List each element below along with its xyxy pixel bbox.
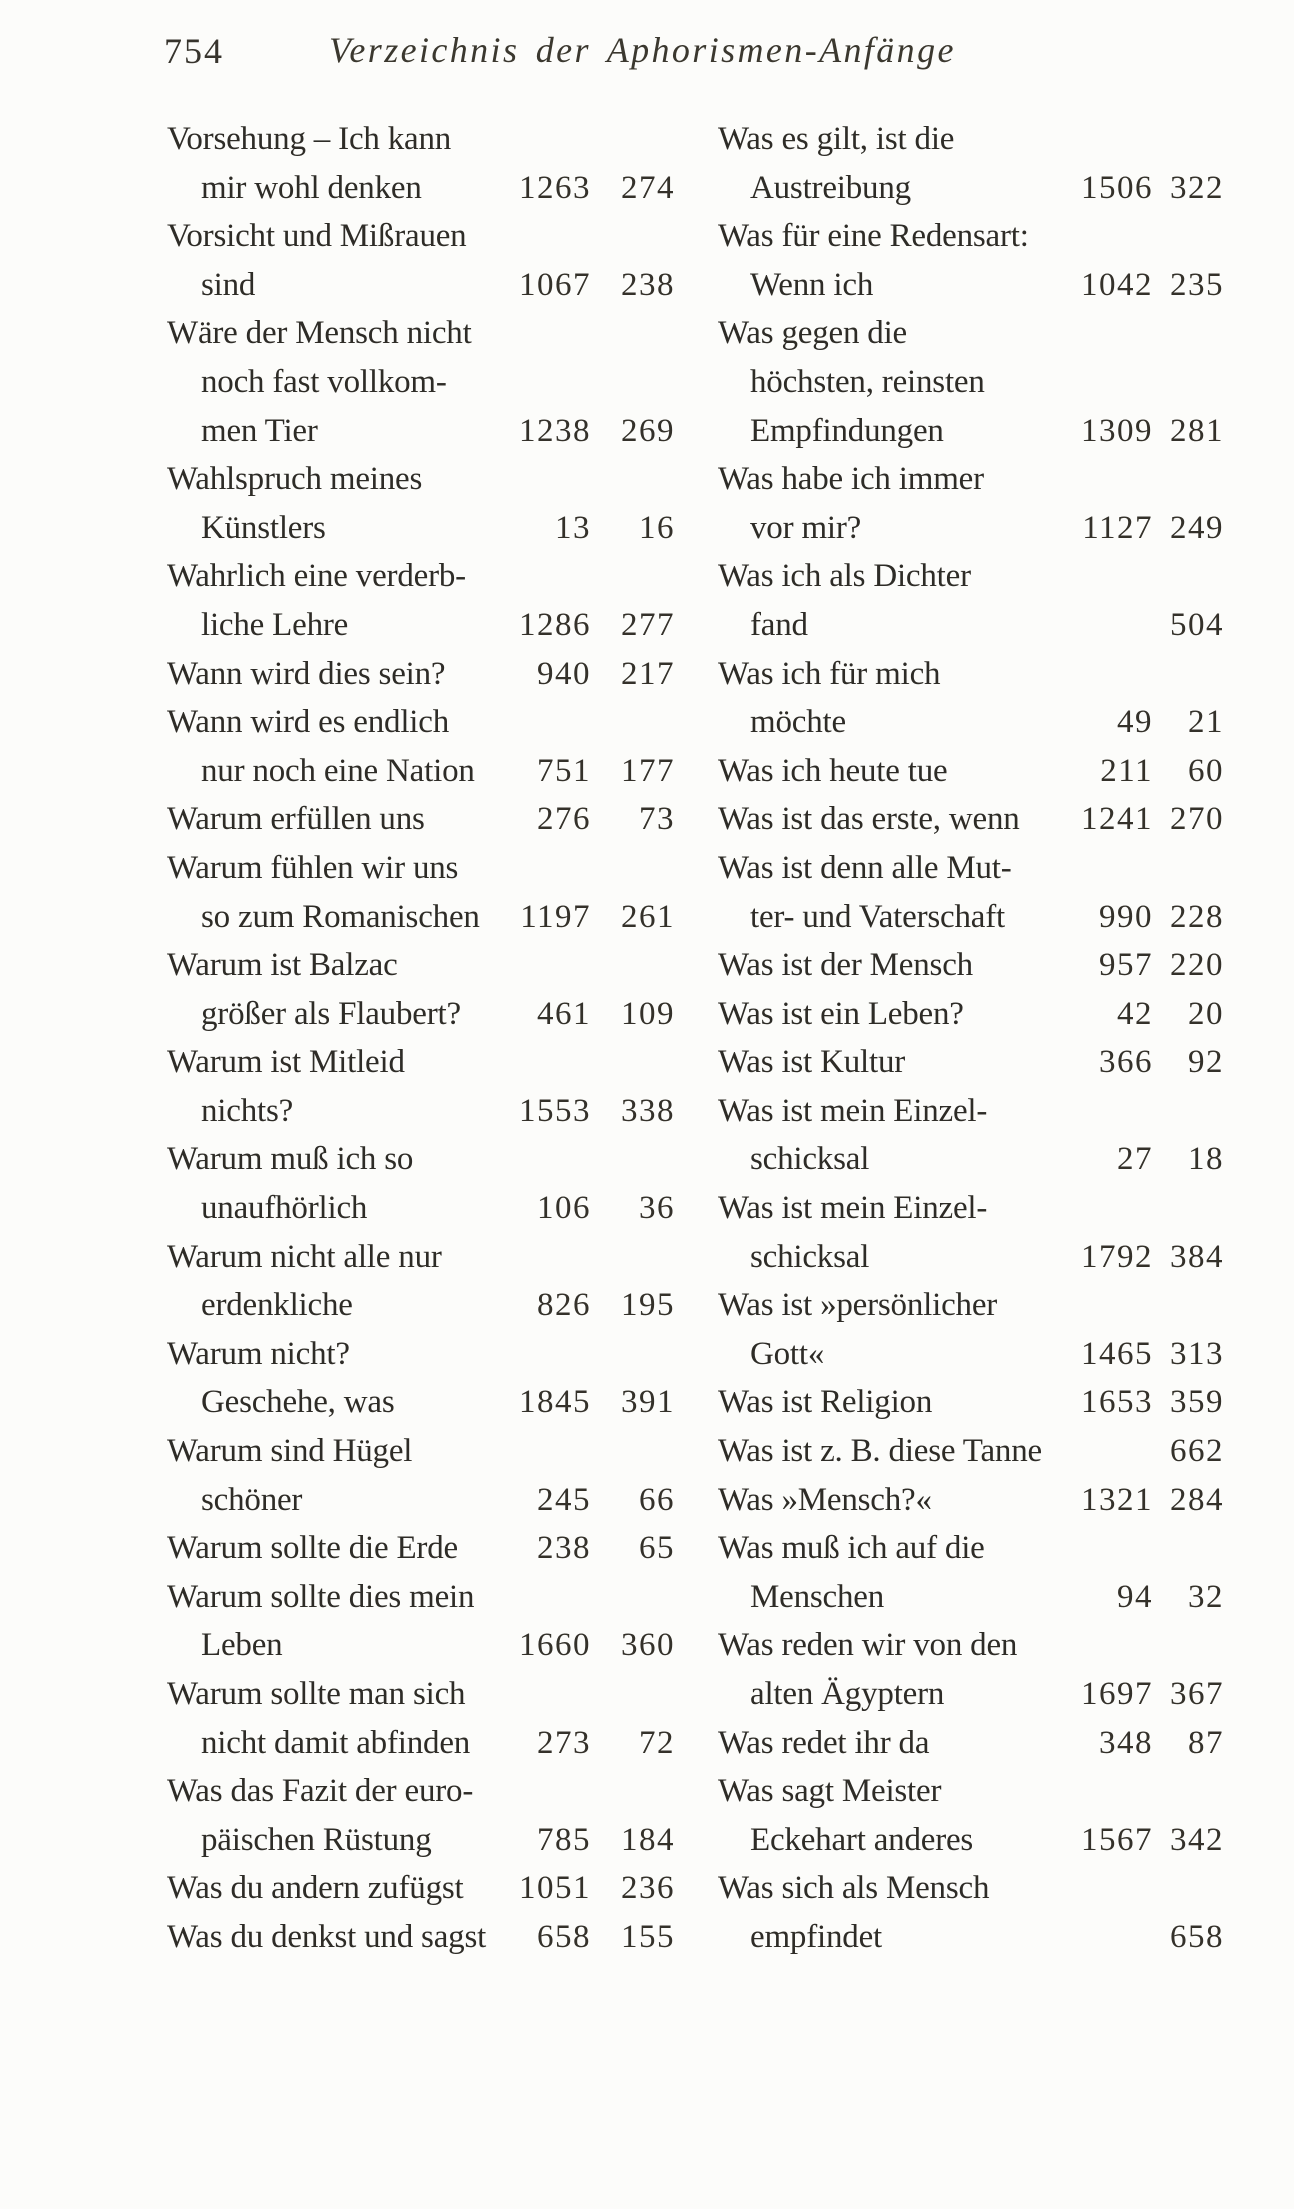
entry-text: schöner xyxy=(201,1481,303,1518)
aphorism-number: 27 xyxy=(1117,1141,1153,1178)
index-entry-line xyxy=(167,747,675,796)
aphorism-number: 1067 xyxy=(519,266,591,303)
entry-text: Was du andern zufügst xyxy=(167,1870,464,1907)
entry-text: Warum sollte man sich xyxy=(167,1676,466,1712)
aphorism-number: 348 xyxy=(1099,1724,1153,1761)
aphorism-number: 1197 xyxy=(520,898,591,935)
page-ref-number: 18 xyxy=(1188,1141,1224,1178)
entry-text: Was ist ein Leben? xyxy=(718,995,964,1032)
entry-text: Was ist mein Einzel- xyxy=(718,1092,988,1129)
index-entry-line xyxy=(167,650,675,699)
index-entry-line xyxy=(167,1670,675,1719)
aphorism-number: 1042 xyxy=(1081,266,1153,303)
entry-text: nichts? xyxy=(201,1092,294,1129)
index-entry-line xyxy=(167,941,675,990)
page-ref-number: 184 xyxy=(621,1821,675,1858)
aphorism-number: 1660 xyxy=(519,1627,591,1664)
index-entry-line xyxy=(167,1816,675,1865)
entry-text: Wenn ich xyxy=(750,266,874,303)
entry-text: Künstlers xyxy=(201,509,326,546)
entry-text: Was es gilt, ist die xyxy=(718,121,955,157)
index-entry-line xyxy=(718,1378,1224,1427)
page-ref-number: 360 xyxy=(621,1627,675,1664)
index-entry-line xyxy=(167,601,675,650)
entry-text: Was sich als Mensch xyxy=(718,1870,990,1907)
entry-text: Warum sollte die Erde xyxy=(167,1530,458,1567)
entry-text: Was ist Religion xyxy=(718,1384,933,1421)
index-entry-line xyxy=(167,115,675,164)
aphorism-number: 211 xyxy=(1100,752,1153,789)
entry-text: Was ist Kultur xyxy=(718,1044,906,1081)
entry-text: Was muß ich auf die xyxy=(718,1530,985,1567)
index-entry-line xyxy=(167,1427,675,1476)
entry-text: Wahrlich eine verderb- xyxy=(167,558,466,595)
entry-text: Was »Mensch?« xyxy=(718,1481,932,1518)
page-ref-number: 284 xyxy=(1170,1481,1224,1518)
aphorism-number: 238 xyxy=(537,1530,591,1567)
aphorism-number: 1051 xyxy=(519,1870,591,1907)
aphorism-number: 1697 xyxy=(1081,1676,1153,1712)
entry-text: Vorsehung – Ich kann xyxy=(167,121,452,157)
entry-text: Warum nicht? xyxy=(167,1335,350,1372)
index-entry-line xyxy=(718,747,1224,796)
aphorism-number: 785 xyxy=(537,1821,591,1858)
entry-text: Was für eine Redensart: xyxy=(718,218,1029,255)
index-entry-line xyxy=(718,1670,1224,1719)
aphorism-number: 1309 xyxy=(1081,412,1153,449)
index-entry-line xyxy=(718,1621,1224,1670)
index-entry-line xyxy=(718,1233,1224,1282)
entry-text: Was sagt Meister xyxy=(718,1773,942,1810)
index-entry-line xyxy=(167,1719,675,1768)
index-entry-line xyxy=(718,1719,1224,1768)
index-entry-line xyxy=(718,309,1224,358)
entry-text: Warum fühlen wir uns xyxy=(167,849,459,886)
index-entry-line xyxy=(167,1135,675,1184)
entry-text: men Tier xyxy=(201,412,318,449)
page-ref-number: 261 xyxy=(621,898,675,935)
page-ref-number: 177 xyxy=(621,752,675,789)
entry-text: nur noch eine Nation xyxy=(201,752,475,789)
aphorism-number: 1653 xyxy=(1081,1384,1153,1421)
page-ref-number: 238 xyxy=(621,266,675,303)
entry-text: so zum Romanischen xyxy=(201,898,480,935)
page-ref-number: 220 xyxy=(1170,947,1224,984)
entry-text: Warum ist Mitleid xyxy=(167,1044,405,1081)
entry-text: Warum sind Hügel xyxy=(167,1433,413,1470)
page-ref-number: 65 xyxy=(639,1530,675,1567)
entry-text: Was ist denn alle Mut- xyxy=(718,849,1012,886)
page-ref-number: 235 xyxy=(1170,266,1224,303)
index-entry-line xyxy=(167,261,675,310)
entry-text: sind xyxy=(201,266,256,303)
aphorism-number: 273 xyxy=(537,1724,591,1761)
entry-text: Vorsicht und Mißrauen xyxy=(167,218,467,255)
entry-text: schicksal xyxy=(750,1141,870,1178)
page-ref-number: 270 xyxy=(1170,801,1224,838)
aphorism-number: 94 xyxy=(1117,1578,1153,1615)
entry-text: Was ich für mich xyxy=(718,655,941,692)
page-ref-number: 658 xyxy=(1170,1918,1224,1955)
index-entry-line xyxy=(718,407,1224,456)
index-entry-line xyxy=(718,1330,1224,1379)
entry-text: Austreibung xyxy=(750,169,911,206)
aphorism-number: 1263 xyxy=(519,169,591,206)
index-entry-line xyxy=(718,1281,1224,1330)
page-ref-number: 16 xyxy=(639,509,675,546)
entry-text: Menschen xyxy=(750,1578,885,1615)
entry-text: Was das Fazit der euro- xyxy=(167,1773,474,1810)
entry-text: schicksal xyxy=(750,1238,870,1275)
entry-text: unaufhörlich xyxy=(201,1190,368,1227)
index-entry-line xyxy=(167,164,675,213)
index-entry-line xyxy=(718,844,1224,893)
index-entry-line xyxy=(718,1816,1224,1865)
entry-text: Warum muß ich so xyxy=(167,1141,414,1178)
index-entry-line xyxy=(167,1087,675,1136)
index-entry-line xyxy=(167,1330,675,1379)
page-ref-number: 155 xyxy=(621,1918,675,1955)
index-entry-line xyxy=(167,1913,675,1962)
index-entry-line xyxy=(718,893,1224,942)
index-entry-line xyxy=(718,1767,1224,1816)
index-entry-line xyxy=(718,1135,1224,1184)
entry-text: Warum ist Balzac xyxy=(167,947,398,984)
aphorism-number: 1321 xyxy=(1081,1481,1153,1518)
entry-text: Was ist das erste, wenn xyxy=(718,801,1020,838)
index-entry-line xyxy=(718,1864,1224,1913)
entry-text: mir wohl denken xyxy=(201,169,422,206)
aphorism-number: 461 xyxy=(537,995,591,1032)
page-ref-number: 313 xyxy=(1170,1335,1224,1372)
page-ref-number: 249 xyxy=(1170,509,1224,546)
index-entry-line xyxy=(167,893,675,942)
aphorism-number: 42 xyxy=(1117,995,1153,1032)
entry-text: größer als Flaubert? xyxy=(201,995,461,1032)
aphorism-number: 990 xyxy=(1099,898,1153,935)
index-entry-line xyxy=(167,1573,675,1622)
page-ref-number: 92 xyxy=(1188,1044,1224,1081)
page-ref-number: 274 xyxy=(621,169,675,206)
index-entry-line xyxy=(167,1767,675,1816)
index-entry-line xyxy=(167,1524,675,1573)
entry-text: Was ich als Dichter xyxy=(718,558,971,595)
page-ref-number: 367 xyxy=(1170,1676,1224,1712)
aphorism-number: 1286 xyxy=(519,606,591,643)
index-column-right xyxy=(718,115,1224,1962)
page-ref-number: 36 xyxy=(639,1190,675,1227)
aphorism-number: 1567 xyxy=(1081,1821,1153,1858)
index-entry-line xyxy=(718,1476,1224,1525)
page-ref-number: 32 xyxy=(1188,1578,1224,1615)
aphorism-number: 106 xyxy=(537,1190,591,1227)
index-entry-line xyxy=(167,698,675,747)
aphorism-number: 751 xyxy=(537,752,591,789)
entry-text: Wann wird es endlich xyxy=(167,704,450,741)
page-ref-number: 217 xyxy=(621,655,675,692)
entry-text: Warum sollte dies mein xyxy=(167,1578,475,1615)
entry-text: Was ist der Mensch xyxy=(718,947,973,984)
index-entry-line xyxy=(718,1087,1224,1136)
page-number: 754 xyxy=(164,31,224,71)
index-entry-line xyxy=(718,164,1224,213)
page-ref-number: 72 xyxy=(639,1724,675,1761)
page-ref-number: 281 xyxy=(1170,412,1224,449)
page-ref-number: 322 xyxy=(1170,169,1224,206)
index-entry-line xyxy=(167,1233,675,1282)
entry-text: erdenkliche xyxy=(201,1287,353,1324)
index-entry-line xyxy=(167,990,675,1039)
index-entry-line xyxy=(167,1038,675,1087)
index-entry-line xyxy=(167,504,675,553)
aphorism-number: 1127 xyxy=(1082,509,1153,546)
index-entry-line xyxy=(718,990,1224,1039)
entry-text: nicht damit abfinden xyxy=(201,1724,471,1761)
aphorism-number: 366 xyxy=(1099,1044,1153,1081)
index-entry-line xyxy=(167,1864,675,1913)
page-ref-number: 662 xyxy=(1170,1433,1224,1470)
aphorism-number: 245 xyxy=(537,1481,591,1518)
entry-text: päischen Rüstung xyxy=(201,1821,432,1858)
index-entry-line xyxy=(718,1184,1224,1233)
page-ref-number: 66 xyxy=(639,1481,675,1518)
entry-text: Empfindungen xyxy=(750,412,944,449)
index-entry-line xyxy=(167,552,675,601)
aphorism-number: 1553 xyxy=(519,1092,591,1129)
page-ref-number: 60 xyxy=(1188,752,1224,789)
index-entry-line xyxy=(718,455,1224,504)
index-entry-line xyxy=(167,1621,675,1670)
page-ref-number: 504 xyxy=(1170,606,1224,643)
aphorism-number: 658 xyxy=(537,1918,591,1955)
page-ref-number: 236 xyxy=(621,1870,675,1907)
entry-text: empfindet xyxy=(750,1918,882,1955)
entry-text: vor mir? xyxy=(750,509,862,546)
aphorism-number: 957 xyxy=(1099,947,1153,984)
index-entry-line xyxy=(718,650,1224,699)
entry-text: liche Lehre xyxy=(201,606,349,643)
index-entry-line xyxy=(718,698,1224,747)
index-entry-line xyxy=(167,844,675,893)
page-ref-number: 228 xyxy=(1170,898,1224,935)
index-entry-line xyxy=(718,1573,1224,1622)
aphorism-number: 826 xyxy=(537,1287,591,1324)
index-column-left xyxy=(167,115,675,1962)
index-entry-line xyxy=(718,212,1224,261)
page-ref-number: 109 xyxy=(621,995,675,1032)
entry-text: Wahlspruch meines xyxy=(167,461,423,498)
entry-text: Was ist »persönlicher xyxy=(718,1287,998,1324)
index-entry-line xyxy=(718,1913,1224,1962)
index-entry-line xyxy=(718,1038,1224,1087)
entry-text: höchsten, reinsten xyxy=(750,363,985,400)
index-entry-line xyxy=(167,212,675,261)
index-entry-line xyxy=(167,407,675,456)
index-entry-line xyxy=(167,309,675,358)
aphorism-number: 1845 xyxy=(519,1384,591,1421)
entry-text: Was gegen die xyxy=(718,315,908,352)
entry-text: Geschehe, was xyxy=(201,1384,395,1421)
entry-text: Was habe ich immer xyxy=(718,461,984,498)
entry-text: Wäre der Mensch nicht xyxy=(167,315,472,352)
aphorism-number: 1241 xyxy=(1081,801,1153,838)
entry-text: ter- und Vaterschaft xyxy=(750,898,1005,935)
entry-text: Was reden wir von den xyxy=(718,1627,1018,1664)
index-entry-line xyxy=(718,941,1224,990)
entry-text: Gott« xyxy=(750,1335,825,1372)
index-entry-line xyxy=(718,1524,1224,1573)
index-entry-line xyxy=(718,358,1224,407)
page-ref-number: 342 xyxy=(1170,1821,1224,1858)
running-head-title: Verzeichnis der Aphorismen-Anfänge xyxy=(329,30,956,70)
index-entry-line xyxy=(167,1378,675,1427)
index-entry-line xyxy=(167,795,675,844)
entry-text: möchte xyxy=(750,704,846,741)
entry-text: alten Ägyptern xyxy=(750,1676,945,1712)
page-ref-number: 391 xyxy=(621,1384,675,1421)
index-entry-line xyxy=(718,601,1224,650)
entry-text: Was ist z. B. diese Tanne xyxy=(718,1433,1042,1470)
entry-text: Was ist mein Einzel- xyxy=(718,1190,988,1227)
index-entry-line xyxy=(167,1281,675,1330)
index-entry-line xyxy=(718,795,1224,844)
page-ref-number: 338 xyxy=(621,1092,675,1129)
aphorism-number: 1238 xyxy=(519,412,591,449)
index-entry-line xyxy=(167,1184,675,1233)
page-ref-number: 269 xyxy=(621,412,675,449)
aphorism-number: 940 xyxy=(537,655,591,692)
aphorism-number: 1465 xyxy=(1081,1335,1153,1372)
index-entry-line xyxy=(718,1427,1224,1476)
entry-text: Eckehart anderes xyxy=(750,1821,974,1858)
aphorism-number: 49 xyxy=(1117,704,1153,741)
entry-text: noch fast vollkom- xyxy=(201,363,447,400)
entry-text: Warum erfüllen uns xyxy=(167,801,425,838)
entry-text: Was du denkst und sagst xyxy=(167,1918,487,1955)
entry-text: Leben xyxy=(201,1627,283,1664)
index-entry-line xyxy=(718,261,1224,310)
index-entry-line xyxy=(718,504,1224,553)
page-ref-number: 277 xyxy=(621,606,675,643)
entry-text: Was redet ihr da xyxy=(718,1724,930,1761)
entry-text: Warum nicht alle nur xyxy=(167,1238,442,1275)
index-entry-line xyxy=(718,552,1224,601)
page-ref-number: 20 xyxy=(1188,995,1224,1032)
page-ref-number: 73 xyxy=(639,801,675,838)
aphorism-number: 1506 xyxy=(1081,169,1153,206)
index-entry-line xyxy=(167,358,675,407)
page-ref-number: 384 xyxy=(1170,1238,1224,1275)
page-ref-number: 195 xyxy=(621,1287,675,1324)
entry-text: Wann wird dies sein? xyxy=(167,655,446,692)
page-ref-number: 359 xyxy=(1170,1384,1224,1421)
index-entry-line xyxy=(718,115,1224,164)
index-entry-line xyxy=(167,1476,675,1525)
page-ref-number: 87 xyxy=(1188,1724,1224,1761)
index-entry-line xyxy=(167,455,675,504)
aphorism-number: 1792 xyxy=(1081,1238,1153,1275)
aphorism-number: 13 xyxy=(555,509,591,546)
entry-text: Was ich heute tue xyxy=(718,752,948,789)
entry-text: fand xyxy=(750,606,808,643)
page-ref-number: 21 xyxy=(1188,704,1224,741)
aphorism-number: 276 xyxy=(537,801,591,838)
